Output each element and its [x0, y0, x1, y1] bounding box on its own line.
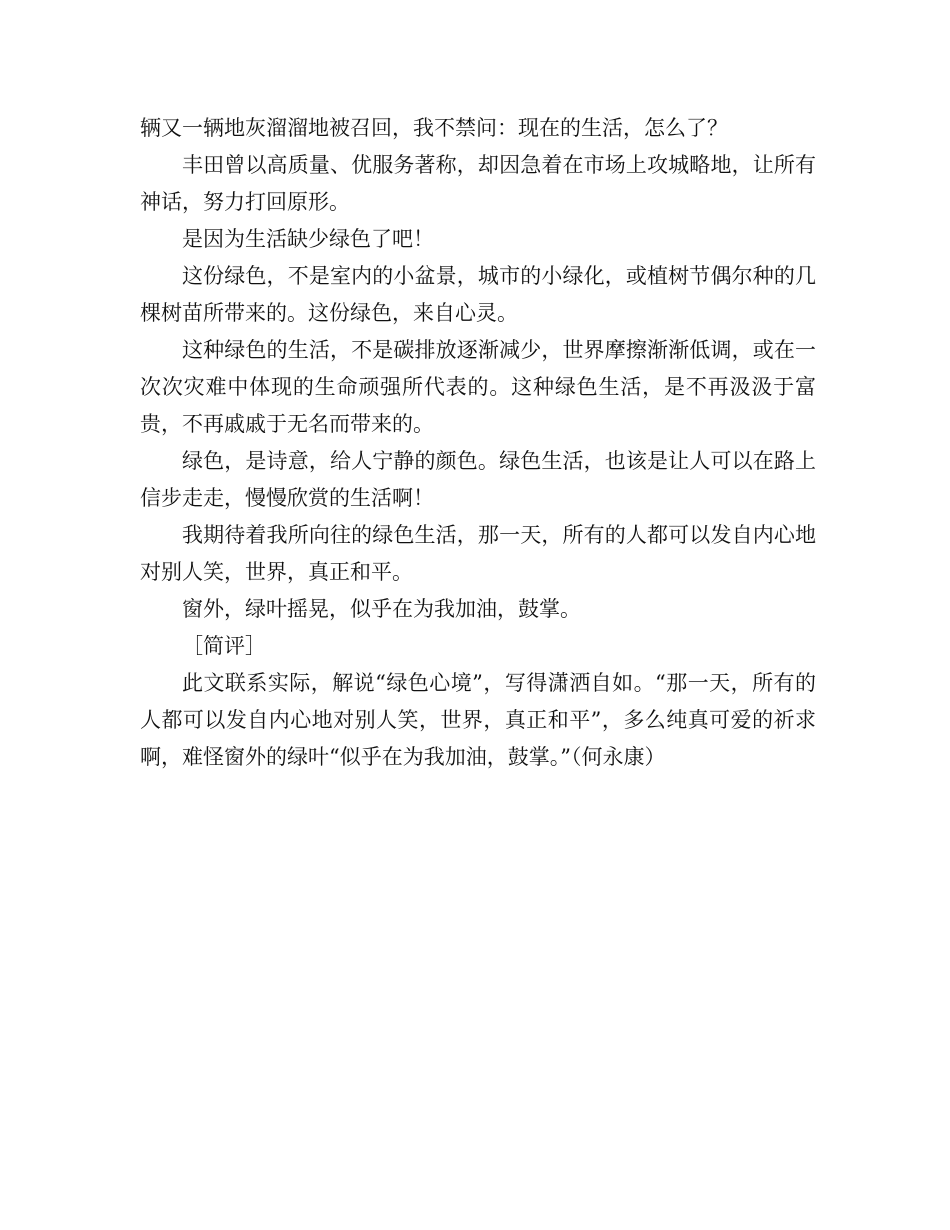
- paragraph-7: 我期待着我所向往的绿色生活，那一天，所有的人都可以发自内心地对别人笑，世界，真正和平。: [140, 523, 816, 584]
- paragraph-5: 这种绿色的生活，不是碳排放逐渐减少，世界摩擦渐渐低调，或在一次次灾难中体现的生命顽强所代表的。这种绿色生活，是不再汲汲于富贵，不再戚戚于无名而带来的。: [140, 338, 816, 436]
- paragraph-4: 这份绿色，不是室内的小盆景，城市的小绿化，或植树节偶尔种的几棵树苗所带来的。这份绿色，来自心灵。: [140, 264, 816, 325]
- review-heading: ［简评］: [182, 634, 266, 658]
- paragraph-8: 窗外，绿叶摇晃，似乎在为我加油，鼓掌。: [182, 597, 581, 621]
- paragraph-3: 是因为生活缺少绿色了吧！: [182, 227, 434, 251]
- paragraph-1: 辆又一辆地灰溜溜地被召回，我不禁问：现在的生活，怎么了？: [140, 116, 728, 140]
- review-paragraph: 此文联系实际，解说“绿色心境”，写得潇洒自如。“那一天，所有的人都可以发自内心地对别人笑，世界，真正和平”，多么纯真可爱的祈求啊，难怪窗外的绿叶“似乎在为我加油，鼓掌。”（何永康）: [140, 671, 816, 769]
- paragraph-6: 绿色，是诗意，给人宁静的颜色。绿色生活，也该是让人可以在路上信步走走，慢慢欣赏的生活啊！: [140, 449, 816, 510]
- paragraph-2: 丰田曾以高质量、优服务著称，却因急着在市场上攻城略地，让所有神话，努力打回原形。: [140, 153, 816, 214]
- document-body: [140, 110, 816, 776]
